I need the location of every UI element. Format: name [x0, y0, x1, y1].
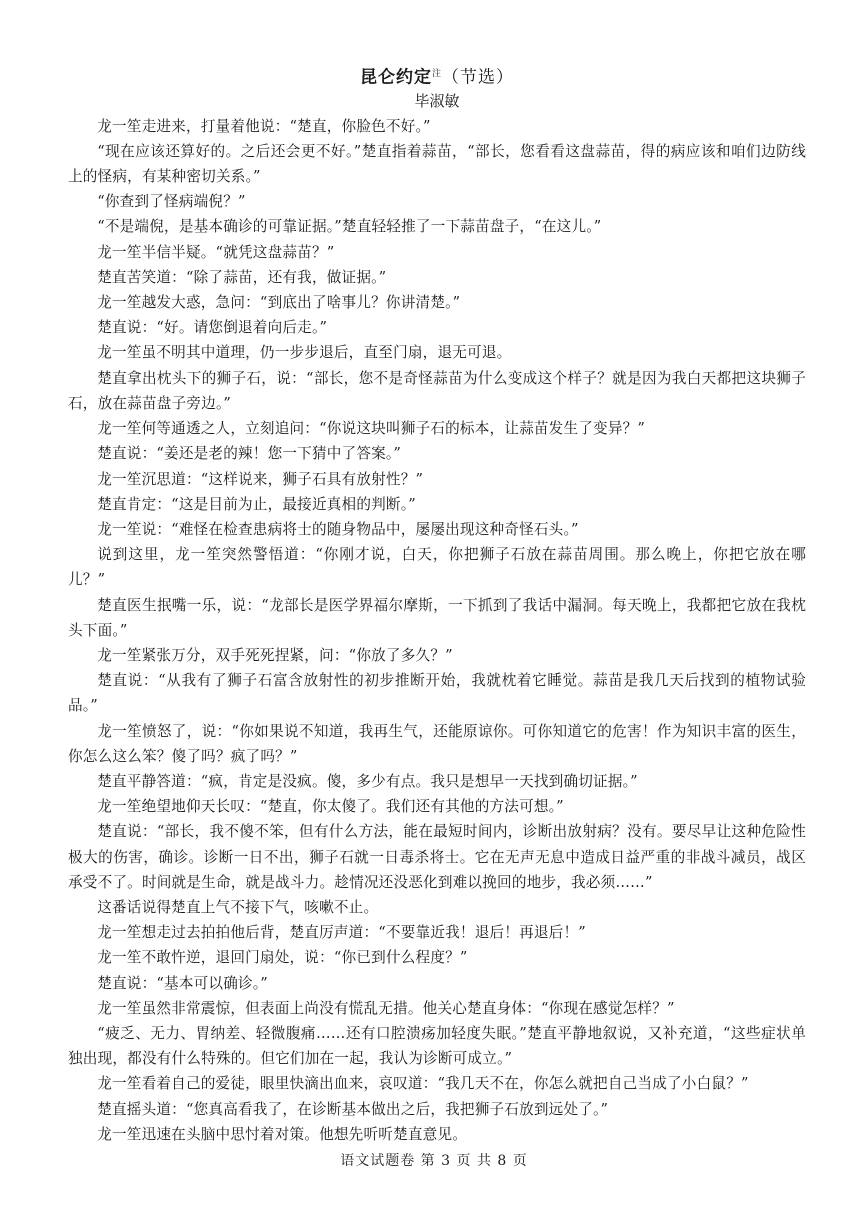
paragraph: 楚直说：“基本可以确诊。”: [97, 974, 268, 992]
paragraph: 龙一笙何等通透之人，立刻追问：“你说这块叫狮子石的标本，让蒜苗发生了变异？”: [97, 420, 646, 438]
title-suffix: （节选）: [442, 67, 514, 88]
paragraph: 龙一笙虽不明其中道理，仍一步步退后，直至门扇，退无可退。: [97, 344, 512, 362]
paragraph: 楚直说：“姜还是老的辣！您一下猜中了答案。”: [97, 445, 402, 463]
paragraph: 龙一笙不敢忤逆，退回门扇处，说：“你已到什么程度？”: [97, 949, 468, 967]
title-text: 昆仑约定: [359, 67, 432, 88]
paragraph: 说到这里，龙一笙突然警悟道：“你刚才说，白天，你把狮子石放在蒜苗周围。那么晚上，你把它放在哪儿？”: [68, 546, 806, 589]
paragraph: “现在应该还算好的。之后还会更不好。”楚直指着蒜苗，“部长，您看看这盘蒜苗，得的病应该和咱们边防线上的怪病，有某种密切关系。”: [68, 142, 806, 186]
paragraph: 龙一笙绝望地仰天长叹：“楚直，你太傻了。我们还有其他的方法可想。”: [97, 798, 564, 816]
article-author: 毕淑敏: [414, 91, 460, 110]
paragraph: 龙一笙沉思道：“这样说来，狮子石具有放射性？”: [97, 470, 424, 488]
paragraph: 楚直苦笑道：“除了蒜苗，还有我，做证据。”: [97, 268, 387, 286]
paragraph: 这番话说得楚直上气不接下气，咳嗽不止。: [97, 898, 379, 916]
paragraph: 楚直说：“好。请您倒退着向后走。”: [97, 319, 328, 337]
paragraph: 龙一笙愤怒了，说：“你如果说不知道，我再生气，还能原谅你。可你知道它的危害！作为知识丰富的医生，你怎么这么笨？傻了吗？疯了吗？”: [68, 722, 806, 765]
paragraph: 龙一笙紧张万分，双手死死捏紧，问：“你放了多久？”: [97, 646, 453, 664]
page-footer: 语文试题卷 第 3 页 共 8 页: [340, 1153, 528, 1169]
article-title: [68, 62, 806, 90]
title-footnote-mark: 注: [431, 69, 442, 79]
paragraph: 楚直肯定：“这是目前为止，最接近真相的判断。”: [97, 495, 416, 513]
paragraph: 楚直摇头道：“您真高看我了，在诊断基本做出之后，我把狮子石放到远处了。”: [97, 1100, 609, 1118]
paragraph: 龙一笙想走过去拍拍他后背，楚直厉声道：“不要靠近我！退后！再退后！”: [97, 924, 586, 942]
paragraph: 龙一笙说：“难怪在检查患病将士的随身物品中，屡屡出现这种奇怪石头。”: [97, 520, 579, 538]
paragraph: “你查到了怪病端倪？”: [97, 193, 246, 211]
paragraph: “疲乏、无力、胃纳差、轻微腹痛……还有口腔溃疡加轻度失眠。”楚直平静地叙说，又补充道，“这些症状单独出现，都没有什么特殊的。但它们加在一起，我认为诊断可成立。”: [68, 1024, 806, 1068]
paragraph: 龙一笙看着自己的爱徒，眼里快滴出血来，哀叹道：“我几天不在，你怎么就把自己当成了小白鼠？”: [97, 1075, 749, 1093]
paragraph: 楚直说：“部长，我不傻不笨，但有什么方法，能在最短时间内，诊断出放射病？没有。要尽早让这种危险性极大的伤害，确诊。诊断一日不出，狮子石就一日毒杀将士。它在无声无息中造成日益严重的非战斗减员，战区承受不了。时间就是生命，就是战斗力。趁情况还没恶化到难以挽回的地步，我必须……”: [68, 823, 806, 891]
paragraph: 龙一笙越发大惑，急问：“到底出了啥事儿？你讲清楚。”: [97, 294, 461, 312]
paragraph: 龙一笙半信半疑。“就凭这盘蒜苗？”: [97, 243, 335, 261]
paragraph: 楚直说：“从我有了狮子石富含放射性的初步推断开始，我就枕着它睡觉。蒜苗是我几天后找到的植物试验品。”: [68, 672, 806, 715]
paragraph: “不是端倪，是基本确诊的可靠证据。”楚直轻轻推了一下蒜苗盘子，“在这儿。”: [97, 218, 602, 236]
paragraph: 楚直拿出枕头下的狮子石，说：“部长，您不是奇怪蒜苗为什么变成这个样子？就是因为我白天都把这块狮子石，放在蒜苗盘子旁边。”: [68, 369, 806, 412]
paragraph: 楚直平静答道：“疯，肯定是没疯。傻，多少有点。我只是想早一天找到确切证据。”: [97, 772, 638, 790]
paragraph: 龙一笙虽然非常震惊，但表面上尚没有慌乱无措。他关心楚直身体：“你现在感觉怎样？”: [97, 999, 675, 1017]
paragraph: 楚直医生抿嘴一乐，说：“龙部长是医学界福尔摩斯，一下抓到了我话中漏洞。每天晚上，我都把它放在我枕头下面。”: [68, 596, 806, 639]
paragraph: 龙一笙迅速在头脑中思忖着对策。他想先听听楚直意见。: [97, 1125, 468, 1143]
article-body: [68, 114, 806, 1147]
paragraph: 龙一笙走进来，打量着他说：“楚直，你脸色不好。”: [97, 117, 431, 135]
